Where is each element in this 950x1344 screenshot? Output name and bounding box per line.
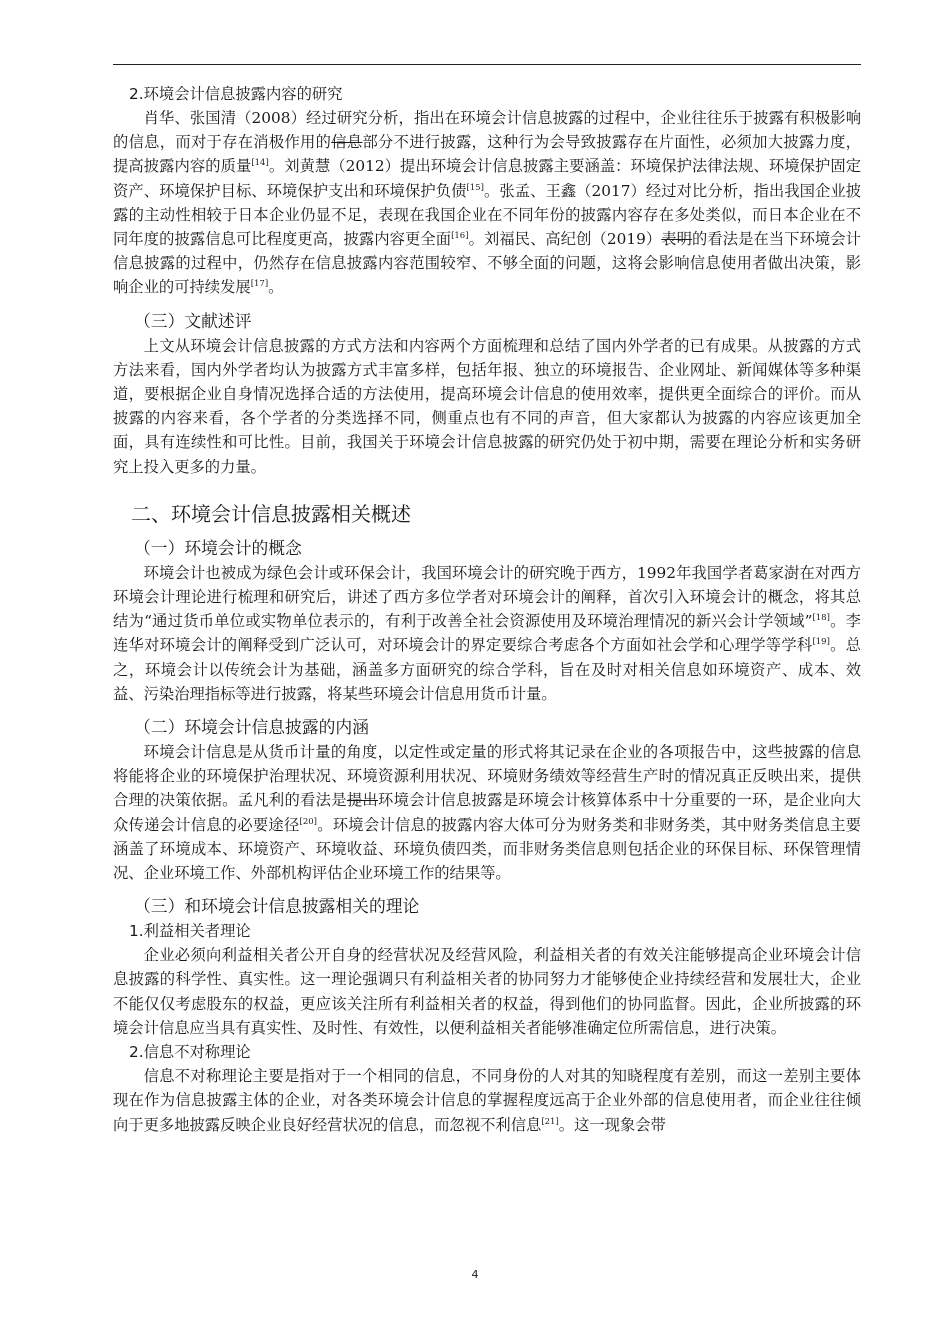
citation: [21] [541,1116,559,1127]
section-heading: （三）和环境会计信息披露相关的理论 [134,896,420,917]
citation: [14] [251,158,269,169]
citation: [19] [812,637,830,648]
paragraph: 环境会计信息是从货币计量的角度，以定性或定量的形式将其记录在企业的各项报告中，这些披露的信息将能将企业的环境保护治理状况、环境资源利用状况、环境财务绩效等经营生产时的情况真正反映出来，提供合理的决策依据。孟凡利的看法是提出环境会计信息披露是环境会计核算体系中十分重要的一环，是企业向大众传递会计信息的必要途径[20]。环境会计信息的披露内容大体可分为财务类和非财务类，其中财务类信息主要涵盖了环境成本、环境资产、环境收益、环境负债四类，而非财务类信息则包括企业的环保目标、环保管理情况、企业环境工作、外部机构评估企业环境工作的结果等。 [113,743,861,883]
citation: [15] [466,182,484,193]
paragraph: 环境会计也被成为绿色会计或环保会计，我国环境会计的研究晚于西方，1992年我国学者葛家澍在对西方环境会计理论进行梳理和研究后，讲述了西方多位学者对环境会计的阐释，首次引入环境会计的概念，将其总结为“通过货币单位或实物单位表示的，有利于改善全社会资源使用及环境治理情况的新兴会计学领域”[18]。李连华对环境会计的阐释受到广泛认可，对环境会计的界定要综合考虑各个方面如社会学和心理学等学科[19]。总之，环境会计以传统会计为基础，涵盖多方面研究的综合学科，旨在及时对相关信息如环境资产、成本、效益、污染治理指标等进行披露，将某些环境会计信息用货币计量。 [113,563,861,703]
subsection-heading: 2.环境会计信息披露内容的研究 [129,85,343,103]
page-number: 4 [471,1268,479,1281]
paragraph: 企业必须向利益相关者公开自身的经营状况及经营风险，利益相关者的有效关注能够提高企业环境会计信息披露的科学性、真实性。这一理论强调只有利益相关者的协同努力才能够使企业持续经营和发展壮大，企业不能仅仅考虑股东的权益，更应该关注所有利益相关者的权益，得到他们的协同监督。因此，企业所披露的环境会计信息应当具有真实性、及时性、有效性，以便利益相关者能够准确定位所需信息，进行决策。 [113,946,861,1037]
section-heading: （三）文献述评 [134,310,252,331]
paragraph: 上文从环境会计信息披露的方式方法和内容两个方面梳理和总结了国内外学者的已有成果。从披露的方式方法来看，国内外学者均认为披露方式丰富多样，包括年报、独立的环境报告、企业网址、新闻媒体等多种渠道，要根据企业自身情况选择合适的方法使用，提高环境会计信息的使用效率，提供更全面综合的评价。而从披露的内容来看，各个学者的分类选择不同，侧重点也有不同的声音，但大家都认为披露的内容应该更加全面，具有连续性和可比性。目前，我国关于环境会计信息披露的研究仍处于初中期，需要在理论分析和实务研究上投入更多的力量。 [113,336,861,476]
subsection-heading: 2.信息不对称理论 [129,1043,251,1062]
section-heading: （二）环境会计信息披露的内涵 [134,717,369,738]
page-body [113,82,861,1137]
citation: [18] [812,613,830,624]
paragraph: 肖华、张国清（2008）经过研究分析，指出在环境会计信息披露的过程中，企业往往乐于披露有积极影响的信息，而对于存在消极作用的信息部分不进行披露，这种行为会导致披露存在片面性，必须加大披露力度，提高披露内容的质量[14]。刘黄慧（2012）提出环境会计信息披露主要涵盖：环境保护法律法规、环境保护固定资产、环境保护目标、环境保护支出和环境保护负债[15]。张孟、王鑫（2017）经过对比分析，指出我国企业披露的主动性相较于日本企业仍显不足，表现在我国企业在不同年份的披露内容存在多处类似，而日本企业在不同年度的披露信息可比程度更高，披露内容更全面[16]。刘福民、高纪创（2019）表明的看法是在当下环境会计信息披露的过程中，仍然存在信息披露内容范围较窄、不够全面的问题，这将会影响信息使用者做出决策，影响企业的可持续发展[17]。 [113,109,861,297]
chapter-heading: 二、环境会计信息披露相关概述 [131,501,411,526]
subsection-heading: 1.利益相关者理论 [129,922,251,941]
section-heading: （一）环境会计的概念 [134,537,302,558]
paragraph: 信息不对称理论主要是指对于一个相同的信息，不同身份的人对其的知晓程度有差别，而这一差别主要体现在作为信息披露主体的企业，对各类环境会计信息的掌握程度远高于企业外部的信息使用者，而企业往往倾向于更多地披露反映企业良好经营状况的信息，而忽视不利信息[21]。这一现象会带 [113,1067,861,1134]
citation: [20] [299,816,317,827]
citation: [16] [451,230,469,241]
citation: [17] [250,279,269,290]
header-rule [113,64,861,65]
